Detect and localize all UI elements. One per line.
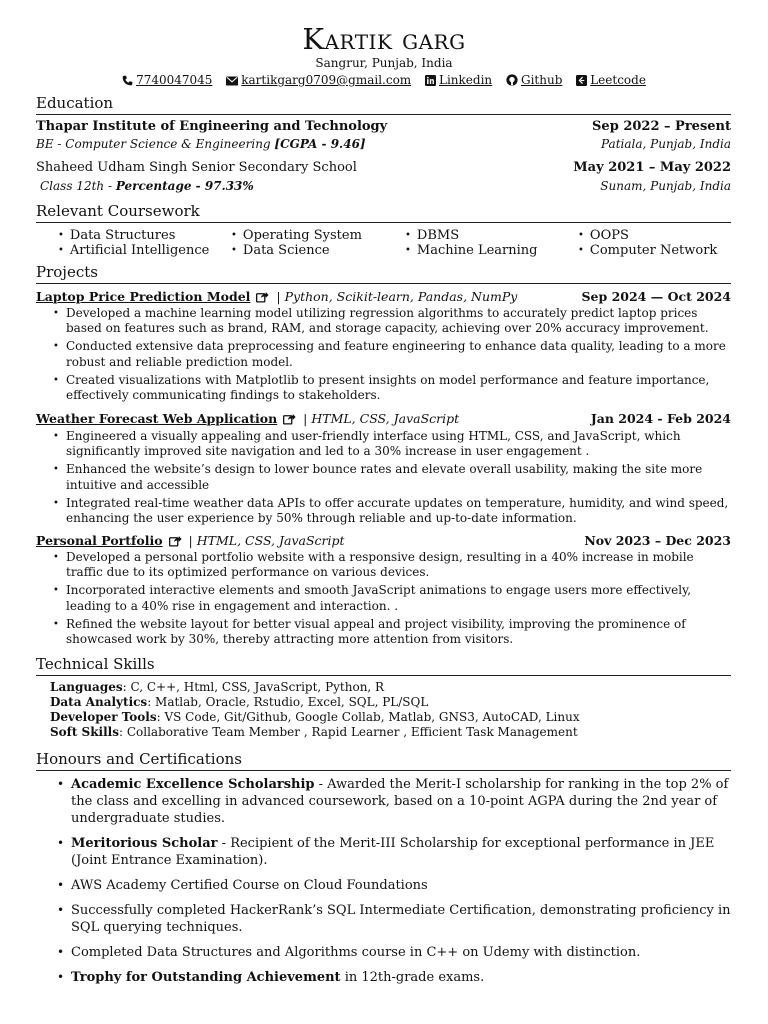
project-title[interactable]: Weather Forecast Web Application (36, 411, 278, 426)
project-title[interactable]: Personal Portfolio (36, 533, 163, 548)
course-item: • Data Science (231, 243, 362, 258)
course-item: • Operating System (231, 228, 362, 243)
bullet-item: • Integrated real-time weather data APIs to offer accurate updates on temperature, humidity, and wind speed, enhancing the user experience by 50% through reliable and up-to-date information. (66, 496, 732, 526)
project-dates: Nov 2023 – Dec 2023 (584, 533, 731, 548)
bullet-item: • Created visualizations with Matplotlib to present insights on model performance and feature importance, effectively communicating findings to stakeholders. (66, 373, 732, 403)
school-name: Shaheed Udham Singh Senior Secondary School (36, 160, 357, 175)
project-title[interactable]: Laptop Price Prediction Model (36, 289, 251, 304)
score-text: Percentage - 97.33% (115, 179, 254, 193)
bullet-item: • Refined the website layout for better visual appeal and project visibility, improving the prominence of showcased work by 30%, thereby attracting more attention from visitors. (66, 617, 732, 647)
github-link[interactable]: Github (506, 73, 566, 87)
honour-item (71, 902, 733, 936)
bullet-item: • Developed a personal portfolio website with a responsive design, resulting in a 40% increase in mobile traffic due to its optimized performance on various devices. (66, 550, 732, 580)
candidate-name: Kartik garg (302, 22, 466, 56)
honour-item (71, 969, 733, 986)
honour-text: AWS Academy Certified Course on Cloud Foundations (71, 878, 428, 893)
leetcode-link[interactable]: Leetcode (576, 73, 646, 87)
honour-text: Completed Data Structures and Algorithms course in C++ on Udemy with distinction. (71, 945, 641, 960)
skills-list (50, 680, 730, 740)
degree-text: Class 12th - (40, 179, 116, 193)
project-header: Laptop Price Prediction Model | Python, Scikit-learn, Pandas, NumPy Sep 2024 — Oct 2024 (36, 289, 731, 304)
skill-row (50, 710, 730, 725)
honour-text: in 12th-grade exams. (340, 970, 485, 985)
github-icon (506, 74, 518, 86)
honour-item (71, 944, 733, 961)
honours-list (71, 776, 733, 994)
project-bullets (66, 306, 732, 406)
project-bullets (66, 550, 732, 650)
phone-icon (122, 75, 133, 86)
course-item: • OOPS (578, 228, 717, 243)
skill-value: : Matlab, Oracle, Rstudio, Excel, SQL, PL/SQL (147, 695, 429, 709)
email-link[interactable]: kartikgarg0709@gmail.com (226, 73, 415, 87)
coursework-column (58, 228, 209, 258)
project-dates: Sep 2024 — Oct 2024 (581, 289, 731, 304)
honour-text: - Recipient of the Merit-III Scholarship for exceptional performance in JEE (Joint Entrance Examination). (71, 836, 715, 868)
bullet-item: • Conducted extensive data preprocessing and feature engineering to enhance data quality, leading to a more robust and reliable prediction model. (66, 339, 732, 369)
honour-item (71, 877, 733, 894)
project-dates: Jan 2024 - Feb 2024 (590, 411, 731, 426)
education-dates: May 2021 – May 2022 (573, 160, 731, 175)
education-dates: Sep 2022 – Present (592, 119, 731, 134)
skill-row (50, 680, 730, 695)
project-bullets (66, 429, 732, 529)
bullet-item: • Developed a machine learning model utilizing regression algorithms to accurately predict laptop prices based on features such as brand, RAM, and storage capacity, achieving over 20% accuracy improvement. (66, 306, 732, 336)
bullet-item: • Engineered a visually appealing and user-friendly interface using HTML, CSS, and JavaScript, which significantly improved site navigation and led to a 30% increase in user engagement . (66, 429, 732, 459)
education-place: Patiala, Punjab, India (601, 137, 731, 151)
candidate-location: Sangrur, Punjab, India (315, 56, 453, 70)
course-item: • DBMS (405, 228, 538, 243)
project-header: Weather Forecast Web Application | HTML, CSS, JavaScript Jan 2024 - Feb 2024 (36, 411, 731, 426)
skill-label: Developer Tools (50, 710, 157, 724)
honour-text: Successfully completed HackerRank’s SQL Intermediate Certification, demonstrating proficiency in SQL querying techniques. (71, 903, 731, 935)
contact-bar (0, 73, 768, 87)
school-name: Thapar Institute of Engineering and Technology (36, 119, 388, 134)
skill-value: : VS Code, Git/Github, Google Collab, Matlab, GNS3, AutoCAD, Linux (156, 710, 580, 724)
honour-item (71, 835, 733, 869)
coursework-column (231, 228, 362, 258)
skill-value: : Collaborative Team Member , Rapid Learner , Efficient Task Management (118, 725, 578, 739)
education-heading: Education (36, 94, 731, 115)
honours-heading: Honours and Certifications (36, 750, 731, 771)
skill-label: Languages (50, 680, 123, 694)
projects-heading: Projects (36, 263, 731, 284)
bullet-item: • Incorporated interactive elements and smooth JavaScript animations to engage users more effectively, leading to a 40% rise in engagement and interaction. . (66, 583, 732, 613)
course-item: • Data Structures (58, 228, 209, 243)
phone-link[interactable]: 7740047045 (122, 73, 216, 87)
course-item: • Computer Network (578, 243, 717, 258)
honour-text: - Awarded the Merit-I scholarship for ranking in the top 2% of the class and excelling in advanced coursework, based on a 10-point AGPA during the 2nd year of undergraduate studies. (71, 777, 729, 826)
external-link-icon[interactable] (283, 413, 296, 425)
education-place: Sunam, Punjab, India (600, 179, 731, 193)
coursework-column (405, 228, 538, 258)
skills-heading: Technical Skills (36, 655, 731, 676)
honour-title: Meritorious Scholar (71, 836, 218, 851)
honour-title: Trophy for Outstanding Achievement (71, 970, 341, 985)
skill-label: Soft Skills (50, 725, 119, 739)
honour-title: Academic Excellence Scholarship (71, 777, 315, 792)
course-item: • Machine Learning (405, 243, 538, 258)
skill-row (50, 695, 730, 710)
skill-row (50, 725, 730, 740)
degree-text: BE - Computer Science & Engineering (36, 137, 275, 151)
external-link-icon[interactable] (256, 291, 269, 303)
linkedin-icon (425, 75, 436, 86)
honour-item (71, 776, 733, 827)
bullet-item: • Enhanced the website’s design to lower bounce rates and elevate overall usability, making the site more intuitive and accessible (66, 462, 732, 492)
course-item: • Artificial Intelligence (58, 243, 209, 258)
skill-value: : C, C++, Html, CSS, JavaScript, Python, R (122, 680, 385, 694)
project-tech: HTML, CSS, JavaScript (311, 411, 460, 426)
coursework-heading: Relevant Coursework (36, 202, 731, 223)
score-text: [CGPA - 9.46] (274, 137, 366, 151)
project-tech: HTML, CSS, JavaScript (196, 533, 345, 548)
leetcode-icon (576, 75, 587, 86)
linkedin-link[interactable]: Linkedin (425, 73, 496, 87)
envelope-icon (226, 76, 238, 86)
external-link-icon[interactable] (169, 535, 182, 547)
project-tech: Python, Scikit-learn, Pandas, NumPy (284, 289, 518, 304)
skill-label: Data Analytics (50, 695, 148, 709)
coursework-column (578, 228, 717, 258)
project-header: Personal Portfolio | HTML, CSS, JavaScript Nov 2023 – Dec 2023 (36, 533, 731, 548)
